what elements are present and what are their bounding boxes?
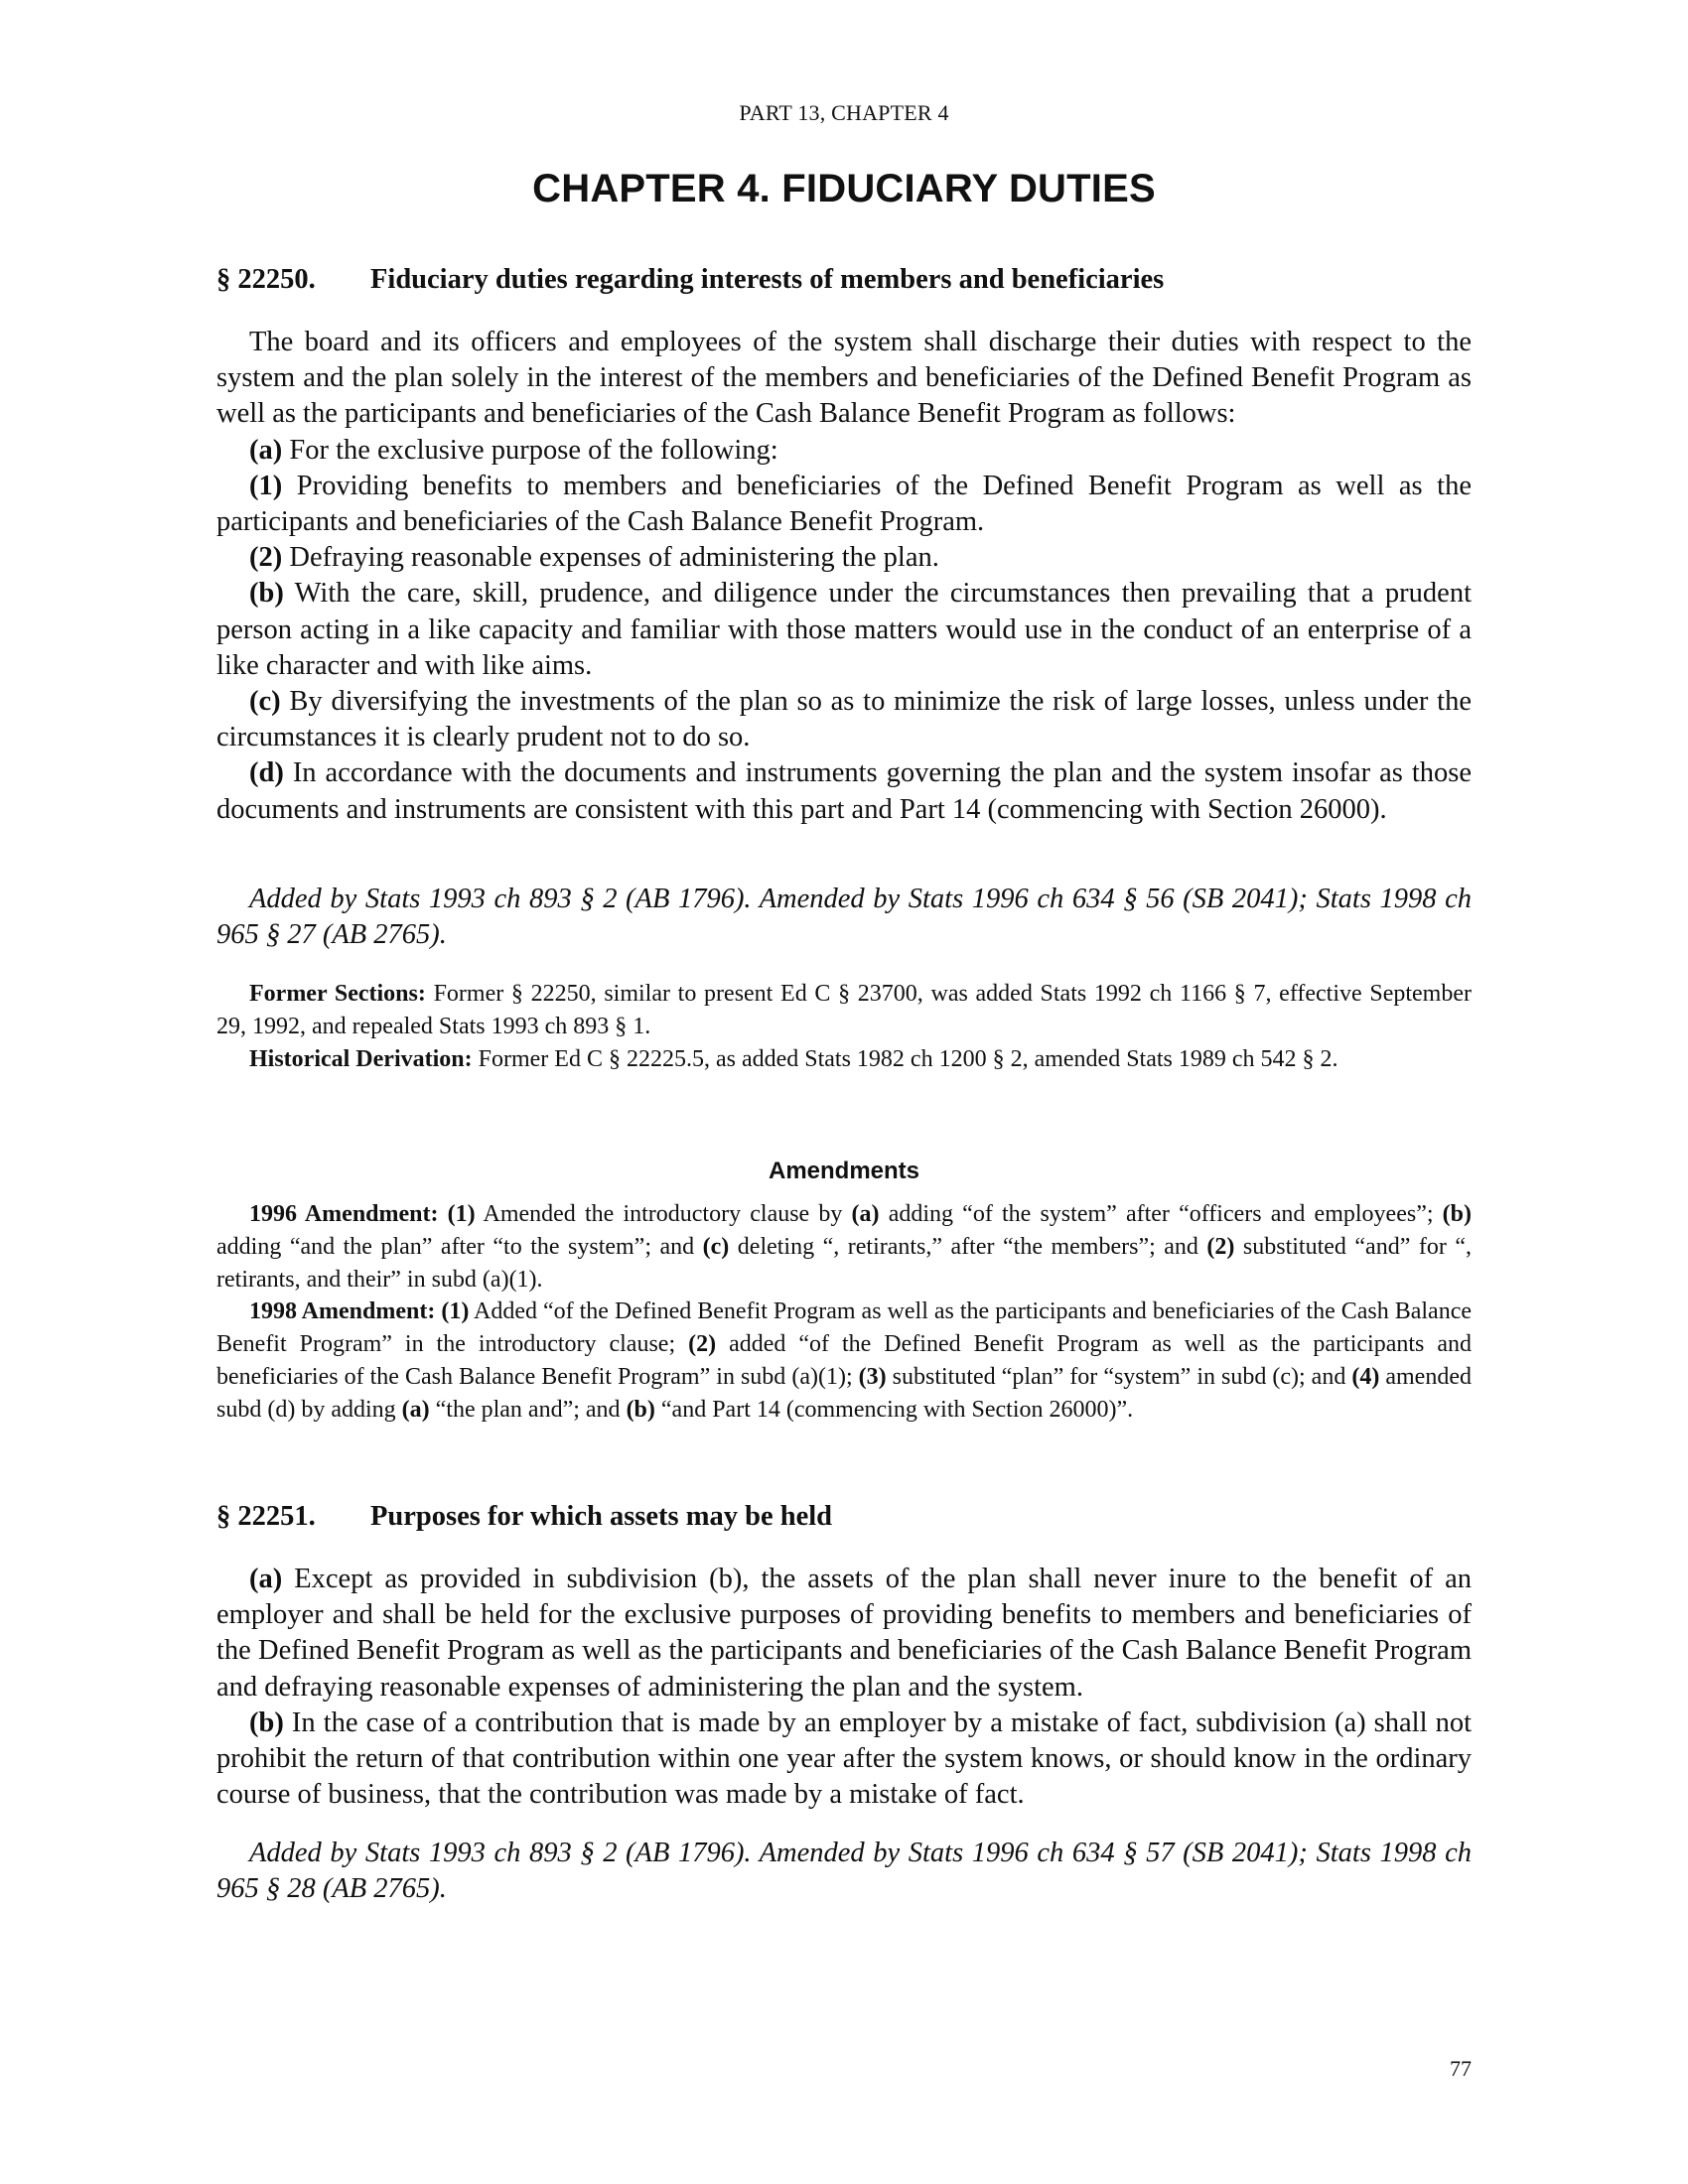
section-title: Fiduciary duties regarding interests of members and beneficiaries	[370, 264, 1165, 295]
chapter-title: CHAPTER 4. FIDUCIARY DUTIES	[532, 167, 1156, 210]
amendment-1998: 1998 Amendment: (1) Added “of the Defined Benefit Program as well as the participants and beneficiaries of the Cash Balance Benefit Program” in the introductory clause; (2) added “of the Defined Benefit Program as well as the participants and beneficiaries of the Cash Balance Benefit Program” in subd (a)(1); (3) substituted “plan” for “system” in subd (c); and (4) amended subd (d) by adding (a) “the plan and”; and (b) “and Part 14 (commencing with Section 26000)”.	[216, 1298, 1473, 1423]
section-title: Purposes for which assets may be held	[370, 1501, 832, 1532]
running-head: PART 13, CHAPTER 4	[739, 100, 949, 125]
amendment-1996: 1996 Amendment: (1) Amended the introductory clause by (a) adding “of the system” after “officers and employees”; (b) adding “and the plan” after “to the system”; and (c) deleting “, retirants,” after “the members”; and (2) substituted “and” for “, retirants, and their” in subd (a)(1).	[216, 1201, 1473, 1293]
subdivision-b: (b) With the care, skill, prudence, and diligence under the circumstances then prevailing that a prudent person acting in a like capacity and familiar with those matters would use in the conduct of an enterprise of a like character and with like aims.	[216, 578, 1472, 681]
section-body-22250	[216, 325, 1472, 828]
document-page	[216, 0, 1472, 2184]
amendments-heading: Amendments	[768, 1158, 920, 1184]
section-number: § 22251.	[216, 1501, 316, 1532]
historical-derivation: Historical Derivation: Former Ed C § 22225.5, as added Stats 1982 ch 1200 § 2, amended Stats 1989 ch 542 § 2.	[249, 1045, 1338, 1072]
subdivision-d: (d) In accordance with the documents and instruments governing the plan and the system insofar as those documents and instruments are consistent with this part and Part 14 (commencing with Section 26000).	[216, 757, 1472, 825]
subdivision-c: (c) By diversifying the investments of the plan so as to minimize the risk of large losses, unless under the circumstances it is clearly prudent not to do so.	[216, 686, 1472, 753]
section-intro: The board and its officers and employees of the system shall discharge their duties with respect to the system and the plan solely in the interest of the members and beneficiaries of the Defined Benefit Program as well as the participants and beneficiaries of the Cash Balance Benefit Program as follows:	[216, 327, 1472, 430]
history-note-22251: Added by Stats 1993 ch 893 § 2 (AB 1796). Amended by Stats 1996 ch 634 § 57 (SB 2041); Stats 1998 ch 965 § 28 (AB 2765).	[216, 1838, 1472, 1905]
section-heading-22250	[216, 264, 1472, 296]
subdivision-b: (b) In the case of a contribution that is made by an employer by a mistake of fact, subdivision (a) shall not prohibit the return of that contribution within one year after the system knows, or should know in the ordinary course of business, that the contribution was made by a mistake of fact.	[216, 1706, 1472, 1811]
section-body-22251	[216, 1562, 1472, 1813]
subdivision-a: (a) Except as provided in subdivision (b), the assets of the plan shall never inure to the benefit of an employer and shall be held for the exclusive purposes of providing benefits to members and beneficiaries of the Defined Benefit Program as well as the participants and beneficiaries of the Cash Balance Benefit Program and defraying reasonable expenses of administering the plan and the system.	[216, 1564, 1472, 1703]
section-number: § 22250.	[216, 264, 316, 295]
former-sections-notes	[216, 978, 1472, 1075]
section-heading-22251	[216, 1501, 1472, 1533]
history-note-22250: Added by Stats 1993 ch 893 § 2 (AB 1796). Amended by Stats 1996 ch 634 § 56 (SB 2041); Stats 1998 ch 965 § 27 (AB 2765).	[216, 884, 1472, 951]
amendments-notes	[216, 1198, 1472, 1427]
subdivision-a: (a) For the exclusive purpose of the following:	[249, 434, 778, 466]
paragraph-1: (1) Providing benefits to members and beneficiaries of the Defined Benefit Program as well as the participants and beneficiaries of the Cash Balance Benefit Program.	[216, 470, 1472, 538]
page-number: 77	[1450, 2056, 1472, 2081]
paragraph-2: (2) Defraying reasonable expenses of administering the plan.	[249, 542, 939, 574]
former-sections: Former Sections: Former § 22250, similar to present Ed C § 23700, was added Stats 1992 ch 1166 § 7, effective September 29, 1992, and repealed Stats 1993 ch 893 § 1.	[216, 981, 1472, 1039]
